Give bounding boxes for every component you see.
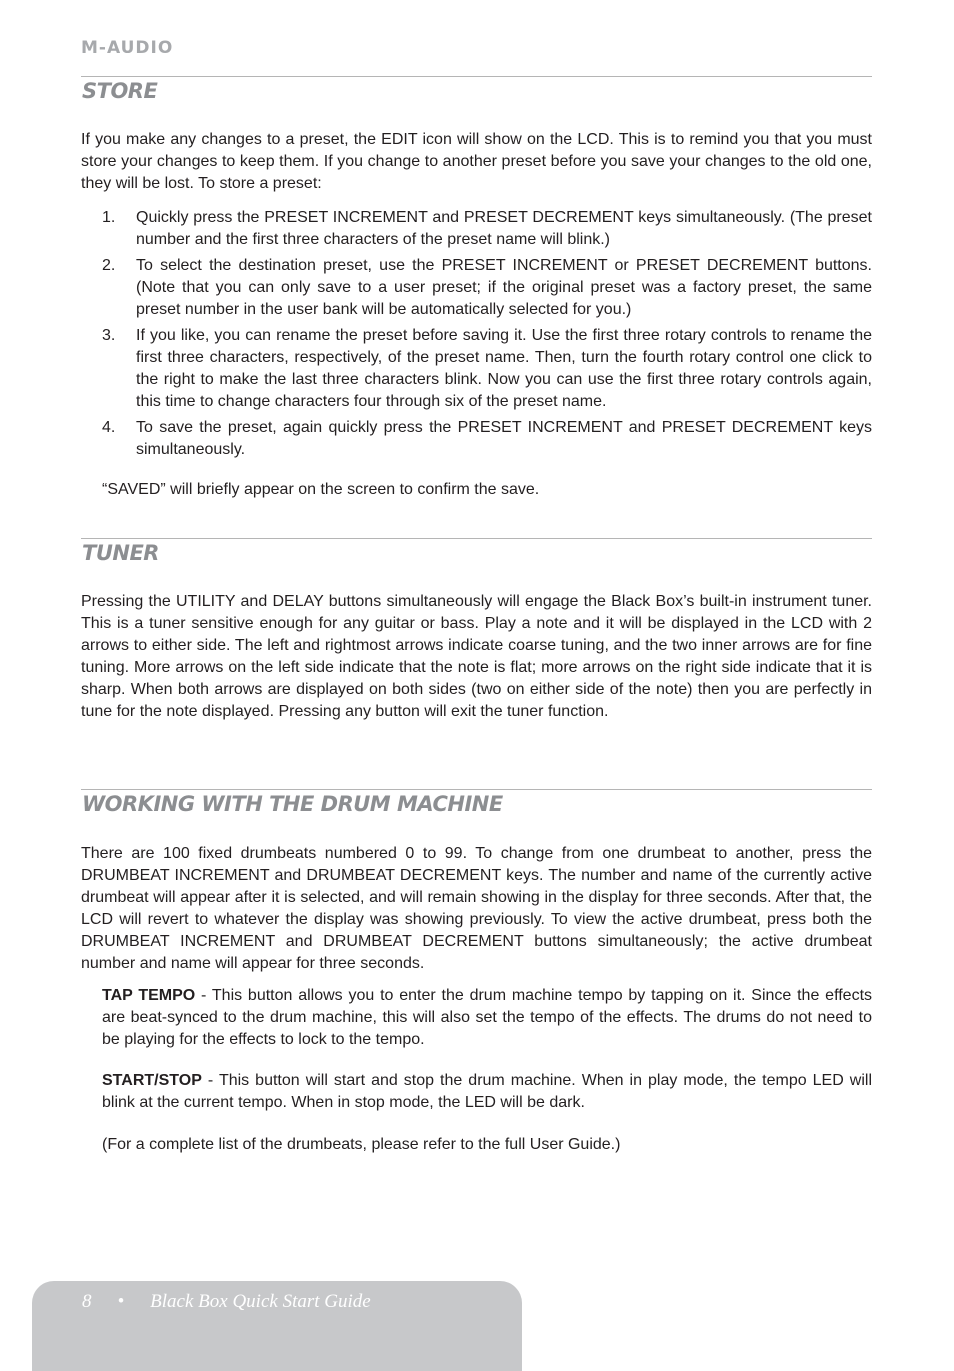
step-text: To save the preset, again quickly press the PRESET INCREMENT and PRESET DECREMENT keys simultaneously. xyxy=(136,419,872,458)
tap-tempo-text: - This button allows you to enter the drum machine tempo by tapping on it. Since the effects are beat-synced to the drum machine, this will also set the tempo of the effects. The drums do not need to be playing for the effects to lock to the tempo. xyxy=(102,987,873,1048)
step-text: Quickly press the PRESET INCREMENT and PRESET DECREMENT keys simultaneously. (The preset number and the first three characters of the preset name will blink.) xyxy=(136,209,872,248)
store-note: “SAVED” will briefly appear on the screen to confirm the save. xyxy=(102,481,540,498)
divider xyxy=(81,538,872,539)
tap-tempo-term: TAP TEMPO xyxy=(102,987,196,1004)
start-stop-term: START/STOP xyxy=(102,1072,202,1089)
step-number: 4. xyxy=(102,419,116,436)
footer-bullet: • xyxy=(117,1291,125,1312)
divider xyxy=(81,76,872,77)
tuner-heading: TUNER xyxy=(82,541,159,565)
drum-note: (For a complete list of the drumbeats, please refer to the full User Guide.) xyxy=(102,1136,621,1153)
step-number: 1. xyxy=(102,209,116,226)
start-stop-paragraph xyxy=(102,1070,872,1114)
drum-heading: WORKING WITH THE DRUM MACHINE xyxy=(82,792,503,816)
list-item xyxy=(81,417,872,461)
footer-tab xyxy=(32,1281,522,1371)
store-heading: STORE xyxy=(82,79,158,103)
page-number: 8 xyxy=(82,1291,92,1312)
step-number: 2. xyxy=(102,257,116,274)
start-stop-text: - This button will start and stop the drum machine. When in play mode, the tempo LED will blink at the current tempo. When in stop mode, the LED will be dark. xyxy=(102,1072,872,1111)
divider xyxy=(81,789,872,790)
list-item xyxy=(81,255,872,321)
footer-text xyxy=(82,1291,371,1313)
store-steps xyxy=(81,207,872,465)
step-number: 3. xyxy=(102,327,116,344)
tuner-body: Pressing the UTILITY and DELAY buttons simultaneously will engage the Black Box’s built-in instrument tuner. This is a tuner sensitive enough for any guitar or bass. Play a note and it will be displayed in the LCD with 2 arrows to either side. The left and rightmost arrows indicate coarse tuning, and the two inner arrows are for fine tuning. More arrows on the left side indicate that the note is flat; more arrows on the right side indicate that it is sharp. When both arrows are displayed on both sides (two on either side of the note) then you are perfectly in tune for the note displayed. Pressing any button will exit the tuner function. xyxy=(81,593,872,720)
store-intro: If you make any changes to a preset, the EDIT icon will show on the LCD. This is to remind you that you must store your changes to keep them. If you change to another preset before you save your changes to the old one, they will be lost. To store a preset: xyxy=(81,131,872,192)
step-text: To select the destination preset, use the PRESET INCREMENT or PRESET DECREMENT buttons. (Note that you can only save to a user preset; if the original preset was a factory preset, the same preset number in the user bank will be automatically selected for you.) xyxy=(136,257,872,318)
drum-body: There are 100 fixed drumbeats numbered 0 to 99. To change from one drumbeat to another, press the DRUMBEAT INCREMENT and DRUMBEAT DECREMENT keys. The number and name of the currently active drumbeat will appear after it is selected, and will remain showing in the display for three seconds. After that, the LCD will revert to whatever the display was showing previously. To view the active drumbeat, press both the DRUMBEAT INCREMENT and DRUMBEAT DECREMENT buttons simultaneously; the active drumbeat number and name will appear for three seconds. xyxy=(81,845,872,972)
list-item xyxy=(81,207,872,251)
step-text: If you like, you can rename the preset before saving it. Use the first three rotary controls to rename the first three characters, respectively, of the preset name. Then, turn the fourth rotary control one click to the right to make the last three characters blink. Now you can use the first three rotary controls again, this time to change characters four through six of the preset name. xyxy=(136,327,872,410)
m-audio-logo: M-AUDIO xyxy=(81,38,174,58)
footer-title: Black Box Quick Start Guide xyxy=(150,1291,371,1312)
tap-tempo-paragraph xyxy=(102,985,872,1051)
list-item xyxy=(81,325,872,413)
